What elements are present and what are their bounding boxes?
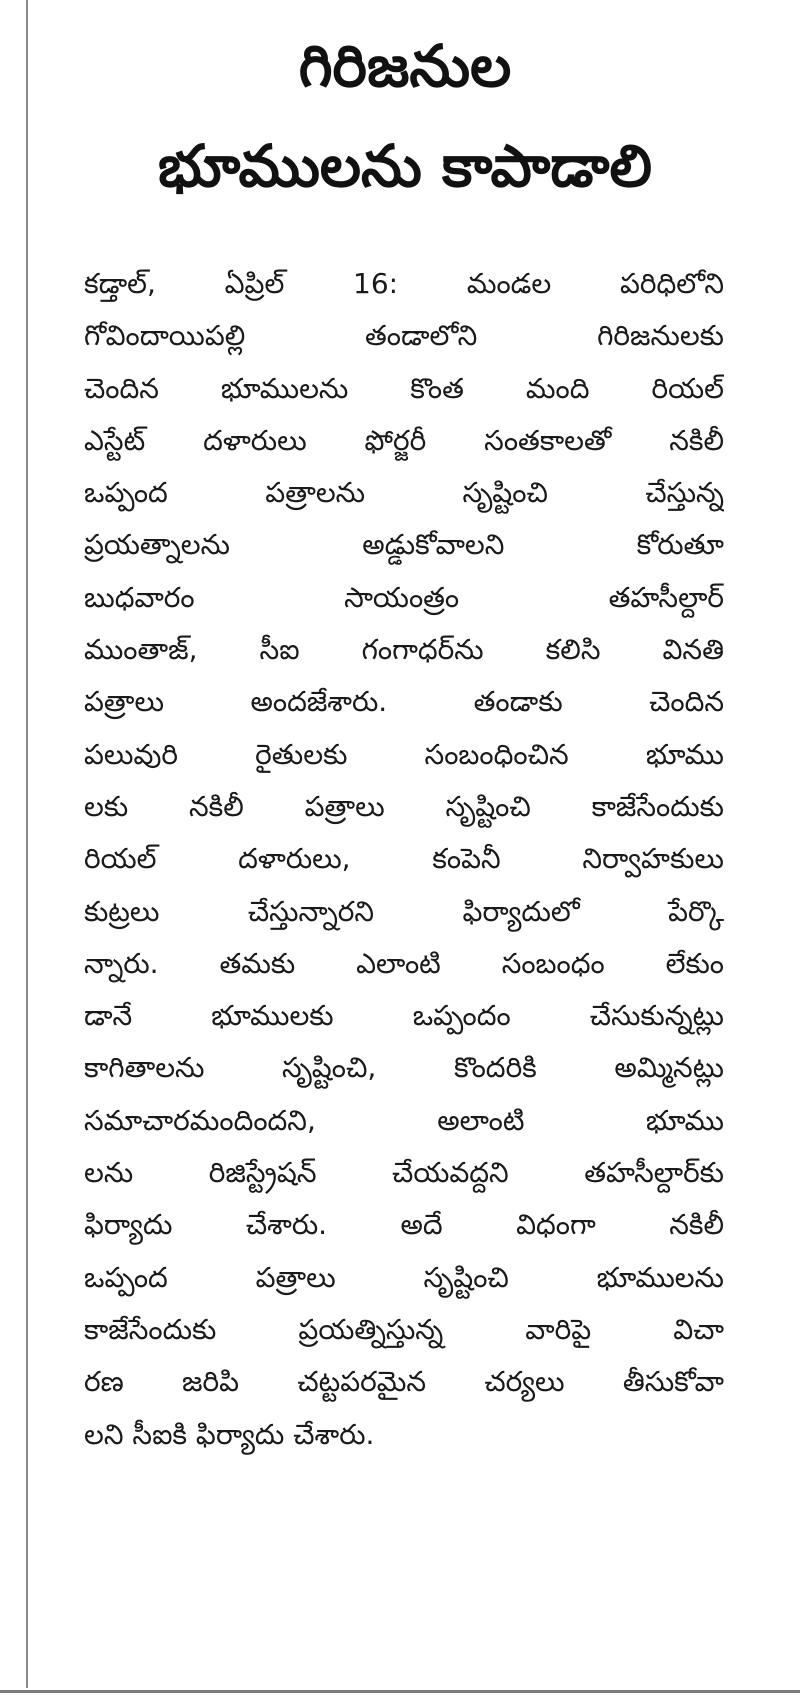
article-line: ఒప్పంద పత్రాలను సృష్టించి చేస్తున్న	[84, 476, 724, 510]
page-rule-bottom	[0, 1690, 800, 1693]
article-line: పలువురి రైతులకు సంబంధించిన భూము	[84, 737, 724, 771]
article-line: గోవిందాయిపల్లి తండాలోని గిరిజనులకు	[84, 319, 724, 353]
article-line: రణ జరిపి చట్టపరమైన చర్యలు తీసుకోవా	[84, 1365, 724, 1399]
article-body	[84, 258, 724, 1461]
article-line: లని సీఐకి ఫిర్యాదు చేశారు.	[84, 1417, 375, 1451]
article-line: డానే భూములకు ఒప్పందం చేసుకున్నట్లు	[84, 999, 724, 1033]
column-rule-left	[26, 0, 28, 1688]
article-line: కాజేసేందుకు ప్రయత్నిస్తున్న వారిపై విచా	[84, 1312, 724, 1346]
article-line: బుధవారం సాయంత్రం తహసీల్దార్	[84, 580, 724, 614]
article-line: కడ్తాల్, ఏప్రిల్ 16: మండల పరిధిలోని	[84, 267, 724, 300]
article-line: ప్రయత్నాలను అడ్డుకోవాలని కోరుతూ	[84, 528, 724, 562]
article-line: సమాచారమందిందని, అలాంటి భూము	[84, 1103, 724, 1137]
headline-line-1: గిరిజనుల	[298, 32, 512, 100]
article-line: రియల్ దళారులు, కంపెనీ నిర్వాహకులు	[84, 842, 724, 876]
article-line: ఫిర్యాదు చేశారు. అదే విధంగా నకిలీ	[84, 1208, 724, 1242]
article-line: పత్రాలు అందజేశారు. తండాకు చెందిన	[84, 685, 724, 719]
article-line: చెందిన భూములను కొంత మంది రియల్	[84, 371, 724, 405]
article-line: కాగితాలను సృష్టించి, కొందరికి అమ్మినట్లు	[84, 1051, 724, 1085]
article-line: లను రిజిస్ట్రేషన్ చేయవద్దని తహసీల్దార్‌కు	[84, 1156, 724, 1190]
article-line: ఎస్టేట్ దళారులు ఫోర్జరీ సంతకాలతో నకిలీ	[84, 423, 724, 457]
article-line: ముంతాజ్, సీఐ గంగాధర్‌ను కలిసి వినతి	[84, 633, 724, 667]
article-line: కుట్రలు చేస్తున్నారని ఫిర్యాదులో పేర్కొ	[84, 894, 724, 928]
article-line: న్నారు. తమకు ఎలాంటి సంబంధం లేకుం	[84, 946, 724, 980]
article-line: ఒప్పంద పత్రాలు సృష్టించి భూములను	[84, 1260, 724, 1294]
article-line: లకు నకిలీ పత్రాలు సృష్టించి కాజేసేందుకు	[84, 789, 724, 823]
headline-line-2: భూములను కాపాడాలి	[158, 132, 652, 200]
